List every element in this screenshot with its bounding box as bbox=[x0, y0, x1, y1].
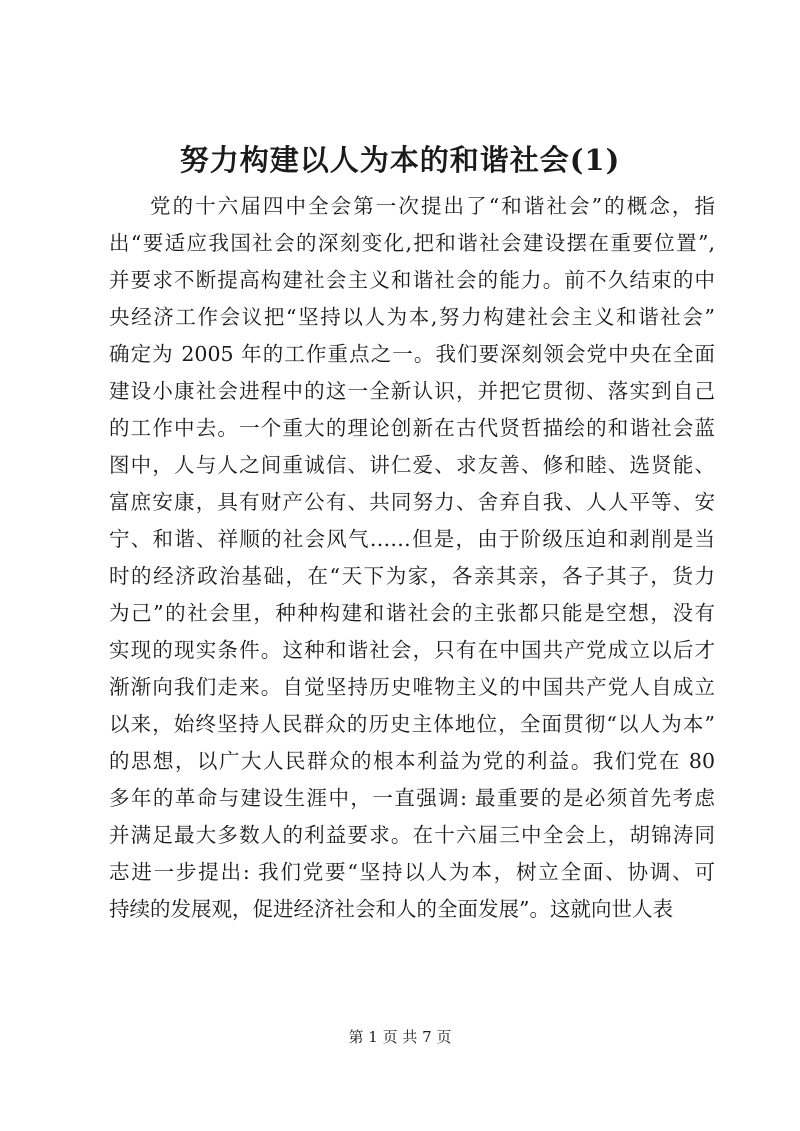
text-line: 持续的发展观，促进经济社会和人的全面发展”。这就向世人表 bbox=[109, 897, 673, 921]
text-line: 并要求不断提高构建社会主义和谐社会的能力。前不久结束的中 bbox=[109, 268, 715, 292]
text-line: 的工作中去。一个重大的理论创新在古代贤哲描绘的和谐社会蓝 bbox=[109, 416, 715, 440]
text-line: 志进一步提出: 我们党要“坚持以人为本，树立全面、协调、可 bbox=[109, 860, 715, 884]
text-line: 的思想，以广大人民群众的根本利益为党的利益。我们党在 80 bbox=[109, 749, 715, 773]
text-line: 实现的现实条件。这种和谐社会，只有在中国共产党成立以后才 bbox=[109, 638, 715, 662]
text-line: 出“要适应我国社会的深刻变化,把和谐社会建设摆在重要位置”, bbox=[109, 231, 715, 255]
page-indicator: 第 1 页 共 7 页 bbox=[348, 1028, 452, 1046]
text-line: 央经济工作会议把“坚持以人为本,努力构建社会主义和谐社会” bbox=[109, 305, 715, 329]
text-line: 富庶安康，具有财产公有、共同努力、舍弃自我、人人平等、安 bbox=[109, 490, 715, 514]
text-line: 党的十六届四中全会第一次提出了“和谐社会”的概念，指 bbox=[150, 194, 715, 218]
text-line: 建设小康社会进程中的这一全新认识，并把它贯彻、落实到自己 bbox=[109, 379, 715, 403]
body-paragraph bbox=[109, 188, 715, 928]
text-line: 多年的革命与建设生涯中，一直强调: 最重要的是必须首先考虑 bbox=[109, 786, 715, 810]
document-title: 努力构建以人为本的和谐社会(1) bbox=[179, 143, 621, 177]
page-footer bbox=[0, 1026, 800, 1048]
text-line: 时的经济政治基础，在“天下为家，各亲其亲，各子其子，货力 bbox=[109, 564, 715, 588]
text-line: 以来，始终坚持人民群众的历史主体地位，全面贯彻“以人为本” bbox=[109, 712, 715, 736]
text-line: 图中，人与人之间重诚信、讲仁爱、求友善、修和睦、选贤能、 bbox=[109, 453, 715, 477]
text-line: 宁、和谐、祥顺的社会风气……但是，由于阶级压迫和剥削是当 bbox=[109, 527, 715, 551]
text-line: 并满足最大多数人的利益要求。在十六届三中全会上，胡锦涛同 bbox=[109, 823, 715, 847]
text-line: 为己”的社会里，种种构建和谐社会的主张都只能是空想，没有 bbox=[109, 601, 715, 625]
text-line: 确定为 2005 年的工作重点之一。我们要深刻领会党中央在全面 bbox=[109, 342, 715, 366]
text-line: 渐渐向我们走来。自觉坚持历史唯物主义的中国共产党人自成立 bbox=[109, 675, 715, 699]
